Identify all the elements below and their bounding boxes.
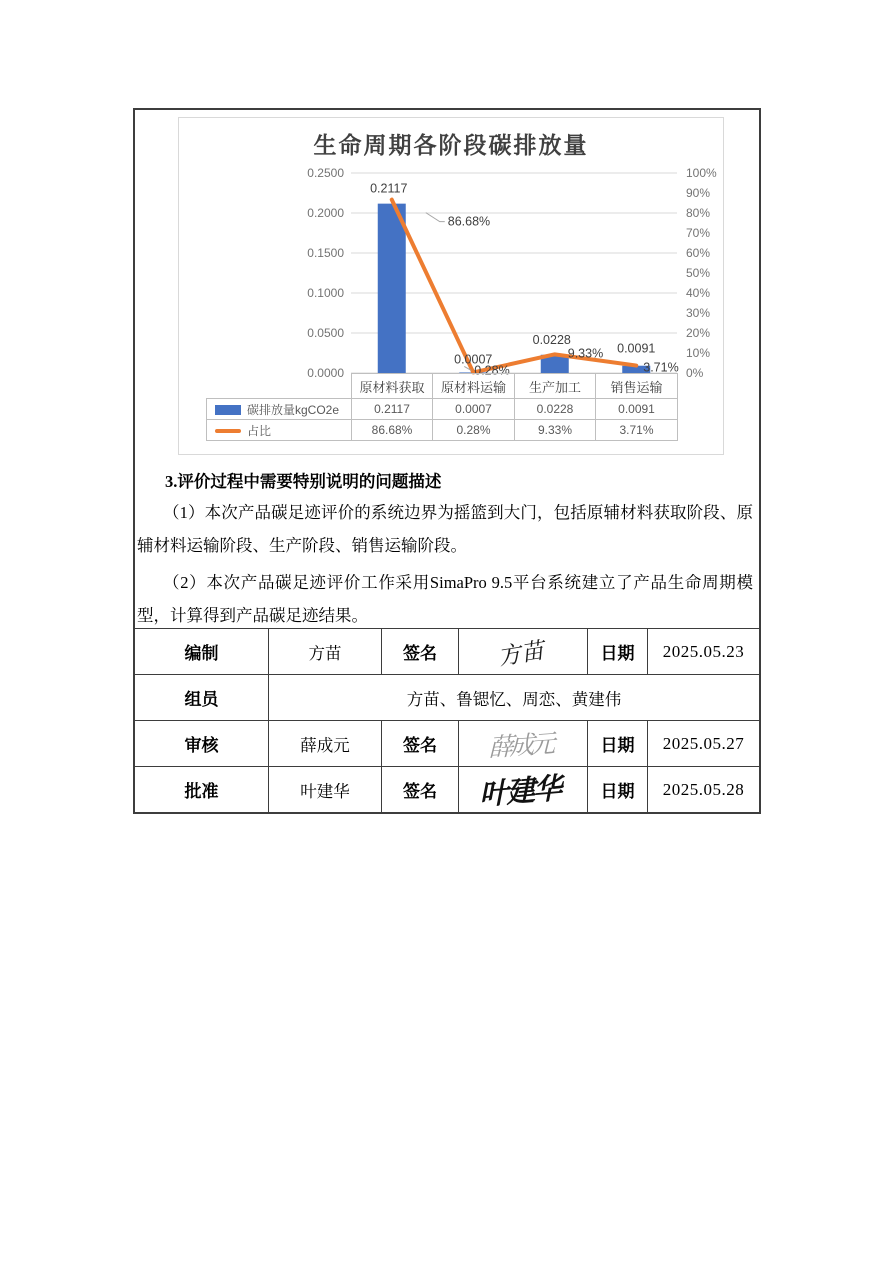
category-label: 生产加工 — [515, 374, 596, 399]
handwritten-signature: 薛成元 — [487, 730, 558, 763]
svg-text:0.1500: 0.1500 — [307, 246, 344, 260]
line-value: 9.33% — [515, 420, 596, 441]
category-header-row — [207, 374, 678, 399]
svg-text:9.33%: 9.33% — [567, 346, 604, 361]
line-series-legend — [207, 420, 352, 441]
role-label: 编制 — [184, 644, 219, 663]
person-name: 薛成元 — [268, 721, 381, 766]
signature-label: 签名 — [381, 721, 458, 766]
svg-text:0.2500: 0.2500 — [307, 166, 344, 180]
svg-text:10%: 10% — [686, 346, 711, 360]
date-label: 日期 — [587, 721, 647, 766]
notes-paragraph-1: （1）本次产品碳足迹评价的系统边界为摇篮到大门，包括原辅材料获取阶段、原辅材料运输阶段、生产阶段、销售运输阶段。 — [137, 503, 753, 555]
svg-text:0.2000: 0.2000 — [307, 206, 344, 220]
bar-value: 0.0091 — [596, 399, 678, 420]
svg-text:86.68%: 86.68% — [447, 214, 491, 229]
carbon-emission-chart — [178, 117, 724, 455]
svg-text:60%: 60% — [686, 246, 711, 260]
sign-row-members — [135, 674, 759, 720]
line-series-row — [207, 420, 678, 441]
bar-value: 0.0228 — [515, 399, 596, 420]
line-value: 3.71% — [596, 420, 678, 441]
notes-section — [135, 468, 759, 628]
date-label: 日期 — [587, 767, 647, 812]
role-label: 批准 — [184, 782, 219, 801]
svg-text:80%: 80% — [686, 206, 711, 220]
svg-text:0.0000: 0.0000 — [307, 366, 344, 380]
svg-text:0.2117: 0.2117 — [370, 181, 408, 196]
notes-heading: 3.评价过程中需要特别说明的问题描述 — [165, 472, 442, 491]
line-value: 0.28% — [433, 420, 515, 441]
signature-cell — [458, 721, 587, 766]
svg-text:40%: 40% — [686, 286, 711, 300]
bar-series-row — [207, 399, 678, 420]
svg-text:0.0007: 0.0007 — [454, 352, 493, 367]
person-name: 方苗 — [268, 629, 381, 674]
line-value: 86.68% — [352, 420, 433, 441]
svg-text:0.28%: 0.28% — [474, 363, 510, 378]
svg-text:20%: 20% — [686, 326, 711, 340]
member-names: 方苗、鲁锶忆、周恋、黄建伟 — [268, 675, 759, 720]
person-name: 叶建华 — [268, 767, 381, 812]
line-legend-swatch-icon — [215, 429, 241, 433]
handwritten-signature: 叶建华 — [478, 772, 567, 812]
category-label: 原材料运输 — [433, 374, 515, 399]
chart-title: 生命周期各阶段碳排放量 — [313, 132, 589, 158]
role-label: 审核 — [184, 736, 219, 755]
svg-text:3.71%: 3.71% — [643, 360, 679, 375]
sign-row-reviewer — [135, 720, 759, 766]
sign-row-compiler — [135, 628, 759, 674]
svg-text:100%: 100% — [686, 166, 717, 180]
chart-data-table — [206, 373, 678, 441]
signature-label: 签名 — [381, 767, 458, 812]
notes-paragraph-2: （2）本次产品碳足迹评价工作采用SimaPro 9.5平台系统建立了产品生命周期模型，计算得到产品碳足迹结果。 — [137, 573, 753, 625]
sign-row-approver — [135, 766, 759, 812]
category-label: 销售运输 — [596, 374, 678, 399]
line-series-name: 占比 — [247, 423, 272, 438]
svg-text:30%: 30% — [686, 306, 711, 320]
role-label: 组员 — [184, 690, 219, 709]
bar-value: 0.2117 — [352, 399, 433, 420]
svg-text:50%: 50% — [686, 266, 711, 280]
date-value: 2025.05.23 — [647, 629, 759, 674]
date-value: 2025.05.27 — [647, 721, 759, 766]
svg-text:90%: 90% — [686, 186, 711, 200]
bar-series-name: 碳排放量kgCO2e — [247, 402, 340, 417]
svg-text:0%: 0% — [686, 366, 704, 380]
date-value: 2025.05.28 — [647, 767, 759, 812]
handwritten-signature: 方苗 — [498, 637, 547, 670]
category-label: 原材料获取 — [352, 374, 433, 399]
bar-value: 0.0007 — [433, 399, 515, 420]
report-table — [133, 108, 761, 814]
svg-text:0.0228: 0.0228 — [532, 332, 571, 347]
bar-legend-swatch-icon — [215, 405, 241, 415]
date-label: 日期 — [587, 629, 647, 674]
signature-label: 签名 — [381, 629, 458, 674]
svg-text:0.0500: 0.0500 — [307, 326, 344, 340]
signature-cell — [458, 767, 587, 812]
table-corner-blank — [207, 374, 352, 399]
svg-text:0.1000: 0.1000 — [307, 286, 344, 300]
signature-cell — [458, 629, 587, 674]
svg-text:0.0091: 0.0091 — [617, 341, 656, 356]
svg-text:70%: 70% — [686, 226, 711, 240]
bar-series-legend — [207, 399, 352, 420]
report-main-cell — [135, 110, 759, 628]
